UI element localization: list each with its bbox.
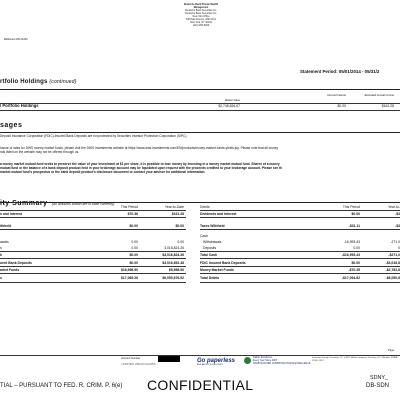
- letterhead-line: Deutsche Bank Private Wealth Management: [183, 3, 219, 9]
- debits-total-label: Total Debits: [200, 276, 220, 280]
- letterhead-line: Deutsche Bank Securities Inc.: [185, 12, 217, 15]
- portfolio-total-rule: [0, 110, 400, 111]
- credits-row-label: awals: [0, 240, 9, 244]
- debits-row-this: -$31.11: [348, 224, 360, 228]
- debits-row-ytd: -$3,016,8: [385, 261, 400, 265]
- letterhead-line: New York Office: [192, 15, 210, 18]
- debits-row-ytd: -$271,0: [388, 253, 400, 257]
- debits-row-ytd: -$3: [395, 224, 400, 228]
- credits-row-ytd: $3,016,824.26: [162, 253, 184, 257]
- credits-row-this: $0.00: [129, 224, 138, 228]
- letterhead-line: Deutsche Bank Securities Inc.: [185, 9, 217, 12]
- row-rule: [200, 258, 400, 259]
- row-rule: [200, 229, 400, 230]
- col-market-value: Market Value: [224, 99, 240, 102]
- portfolio-title-text: rtfolio Holdings: [0, 79, 48, 85]
- credits-row-label: s: [0, 246, 2, 250]
- go-paperless-text: Go paperless: [197, 358, 236, 364]
- credits-header-rule: [0, 210, 186, 211]
- row-rule: [0, 273, 186, 274]
- credits-row-ytd: $3,016,892.48: [162, 261, 184, 265]
- credits-row-this: $0.00: [129, 261, 138, 265]
- messages-mmf-line1: a money market mutual fund seeks to preserve the value of your investment at $1 per share, it is possible to lose money by investing in a money market mutual fund. Shares of a money: [0, 162, 280, 166]
- award-line: Dalbar Excellence: [253, 356, 273, 359]
- messages-title: sages: [0, 122, 23, 129]
- debits-row-label: Dividends and Interest: [200, 212, 237, 216]
- messages-dws-line2: nds listed on the website may not be offered through us.: [0, 150, 80, 154]
- credits-row-ytd: $161.28: [171, 212, 184, 216]
- debits-col-this-period: This Period: [342, 205, 360, 209]
- debits-row-this: -$70.35: [348, 268, 360, 272]
- debits-header-rule: [200, 210, 400, 211]
- debits-row-this: $0.00: [351, 261, 360, 265]
- letterhead-address: [178, 3, 224, 27]
- messages-fdic: Deposit Insurance Corporation (FDIC)-Insured Bank Deposits are not protected by Securities Investor Protection Corporation (SIPC).: [0, 134, 188, 138]
- row-rule: [200, 266, 400, 267]
- debits-row-this: -$16,993.43: [341, 253, 360, 257]
- debits-row-label: Money Market Funds: [200, 268, 234, 272]
- credits-row-ytd: $5,998.90: [168, 268, 184, 272]
- credits-total-label: s: [0, 276, 2, 280]
- debits-row-label: Cash: [200, 234, 208, 238]
- go-paperless-sub: ASK ABOUT E-DELIVERY: [197, 364, 223, 366]
- award-text: [253, 357, 310, 365]
- credits-row-ytd: 3,016,824.26: [164, 246, 184, 250]
- credits-row-this: $0.00: [129, 253, 138, 257]
- redaction-bar: [158, 356, 180, 362]
- debits-row-label: FDIC Insured Bank Deposits: [200, 261, 246, 265]
- debits-row-this: $0.00: [351, 212, 360, 216]
- credits-col-this-period: This Period: [120, 205, 138, 209]
- letterhead-line: New York, NY 10154: [189, 21, 213, 24]
- activity-note: (All amounts shown are in base currency): [51, 202, 115, 206]
- debits-row-this: 0.00: [353, 246, 360, 250]
- messages-mmf-line2: mutual fund or the balance of a bank deposit product held in your brokerage account may be liquidated upon request with the proceeds credited to your brokerage account. Please see th: [0, 166, 283, 170]
- debits-col-label: Debits: [200, 205, 210, 209]
- confidential-center: CONFIDENTIAL: [147, 377, 254, 393]
- bates-number-top: SDNY_: [370, 375, 388, 381]
- go-paperless-logo: [197, 358, 235, 367]
- debits-total-ytd: -$6,050,8: [385, 276, 400, 280]
- bates-number-bottom: DB-SDN: [366, 383, 390, 389]
- credits-row-this: 0.00: [131, 246, 138, 250]
- credits-total-this: $17,069.26: [121, 276, 138, 280]
- statement-period: Statement Period: 05/01/2014 - 05/31/2: [300, 69, 380, 74]
- credits-row-label: arket Funds: [0, 268, 20, 272]
- debits-row-label: Withdrawals: [203, 240, 222, 244]
- letterhead-line: (212) 250-5000: [192, 24, 210, 27]
- portfolio-total-estimated: $161.28: [381, 104, 394, 108]
- award-logo-icon: [244, 357, 251, 364]
- row-rule: [0, 282, 186, 283]
- page-label: Page: [388, 349, 395, 352]
- award-line: DALBAR RATED COMMUNICATIONS EXCELLENCE: [253, 361, 311, 365]
- messages-mmf-line3: market mutual fund's prospectus or the bank deposit product's disclosure document or contact your advisor for additional information.: [0, 170, 206, 174]
- letterhead-line: 345 Park Avenue, 26th Floor: [185, 18, 217, 21]
- debits-total-this: -$17,094.82: [341, 276, 360, 280]
- debits-row-label: Taxes Withheld: [200, 224, 225, 228]
- credits-row-label: h: [0, 253, 3, 257]
- portfolio-title: [0, 79, 77, 86]
- portfolio-total-market-value: $2,748,826.67: [218, 104, 240, 108]
- messages-title-rule: [0, 132, 400, 133]
- client-name: J EPSTEIN VIRGIN ISLANDS: [121, 363, 156, 366]
- credits-row-this: $16,998.90: [121, 268, 138, 272]
- confidential-left: TIAL – PURSUANT TO FED. R. CRIM. P. 6(e): [0, 383, 123, 389]
- account-number-label: Account Number: [121, 357, 141, 360]
- credits-total-ytd: $6,050,676.92: [162, 276, 184, 280]
- credits-row-ytd: $0.00: [175, 224, 184, 228]
- credits-row-ytd: 0.00: [177, 240, 184, 244]
- debits-row-ytd: -$2,762,8: [385, 268, 400, 272]
- portfolio-continued: (continued): [49, 79, 77, 85]
- activity-title-rule: [0, 202, 400, 203]
- col-accrued-interest: Accrued Interest: [327, 94, 346, 97]
- debits-row-this: -16,993.43: [343, 240, 360, 244]
- row-rule: [0, 217, 186, 218]
- credits-row-label: s and Interest: [0, 212, 23, 216]
- credits-row-this: 0.00: [131, 240, 138, 244]
- portfolio-total-accrued: $0.00: [337, 104, 346, 108]
- client-address: Baltimore MD 21202: [4, 38, 28, 41]
- activity-title-row: [0, 192, 114, 210]
- credits-col-ytd: Year-to-Date: [164, 205, 184, 209]
- portfolio-title-rule: [0, 89, 400, 90]
- row-rule: [200, 217, 400, 218]
- col-estimated-income: Estimated Annual Income: [364, 94, 394, 97]
- debits-col-ytd: Year-to-: [388, 205, 400, 209]
- credits-row-this: $70.36: [127, 212, 138, 216]
- debits-row-ytd: -271,0: [390, 240, 400, 244]
- activity-title: ity Summary: [0, 200, 48, 207]
- row-rule: [0, 229, 186, 230]
- debits-row-ytd: 0: [398, 246, 400, 250]
- row-rule: [0, 251, 186, 252]
- debits-row-ytd: -$3: [395, 212, 400, 216]
- award-line: Every Year Since 2007: [253, 358, 278, 362]
- debits-row-label: Total Cash: [200, 253, 218, 257]
- row-rule: [0, 266, 186, 267]
- row-rule: [0, 258, 186, 259]
- footer-right-blurb: Investing through Pershing LLC, a BNY Mellon company. Pershing LLC, Member FINRA, NYSE, SIPC: [312, 357, 399, 362]
- row-rule: [200, 251, 400, 252]
- row-rule: [200, 282, 400, 283]
- footer-rule: [0, 355, 400, 356]
- credits-row-label: ithheld: [0, 224, 12, 228]
- row-rule: [200, 273, 400, 274]
- debits-row-label: Deposits: [203, 246, 217, 250]
- messages-dws-line1: losure of rates for DWS money market funds, please visit the DWS Investments website at https://www.dws-investments.com/EN/products/money-market-funds-yields.jsp. Please note that all money: [0, 146, 279, 150]
- portfolio-total-label: l Portfolio Holdings: [0, 103, 39, 108]
- credits-row-label: ured Bank Deposits: [0, 261, 32, 265]
